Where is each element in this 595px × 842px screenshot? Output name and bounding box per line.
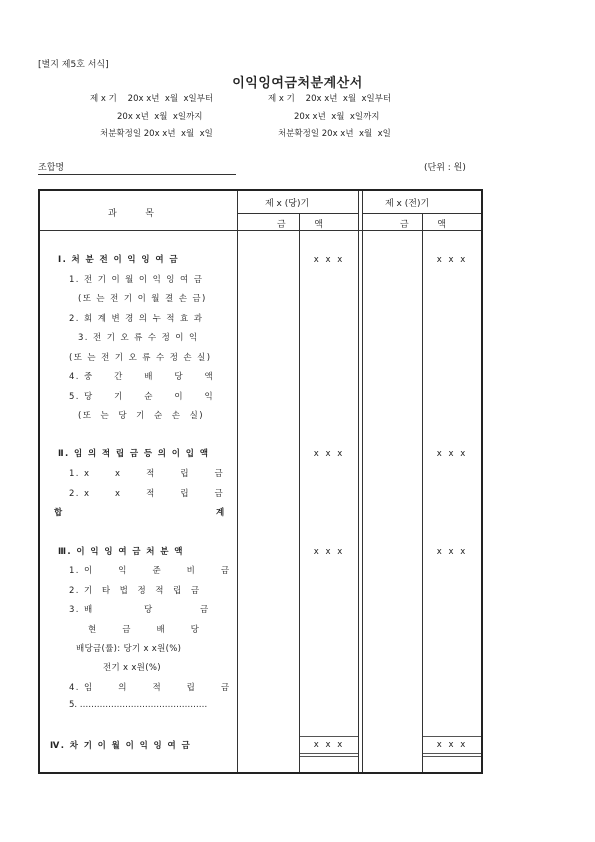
item-3-1: 1. 이 익 준 비 금 — [69, 566, 231, 576]
item-3-3-end: 금 — [200, 605, 210, 615]
item-3-dividend-rate-prior: 전기 x x원(%) — [103, 663, 161, 673]
current-confirm-date: 처분확정일 20x x년 x월 x일 — [100, 129, 213, 139]
total-double-line-2-prior — [423, 756, 481, 757]
total-label-left: 합 — [54, 508, 64, 518]
section-4-title: Ⅳ. 차 기 이 월 이 익 잉 여 금 — [50, 741, 192, 751]
item-3-3: 3. 배 — [69, 605, 94, 615]
statement-table — [38, 189, 483, 774]
unit-label: (단위 : 원) — [424, 163, 466, 173]
header-bottom-line — [40, 230, 481, 231]
item-3-3-mid: 당 — [144, 605, 154, 615]
section-2-title: Ⅱ. 임 의 적 립 금 등 의 이 입 액 — [58, 449, 210, 459]
item-3-2: 2. 기 타 법 정 적 립 금 — [69, 586, 201, 596]
col-divider-current-inner — [299, 213, 300, 772]
header-prior: 제 x (전)기 — [385, 199, 430, 209]
section-3-title: Ⅲ. 이 익 잉 여 금 처 분 액 — [58, 547, 184, 557]
col-divider-gap — [362, 191, 363, 772]
amount-s1-prior: x x x — [436, 255, 468, 265]
col-divider-prior-inner — [422, 213, 423, 772]
amount-s2-prior: x x x — [436, 449, 468, 459]
amount-s3-prior: x x x — [436, 547, 468, 557]
current-period-from: 제 x 기 20x x년 x월 x일부터 — [90, 94, 214, 104]
amount-s4-current: x x x — [313, 740, 345, 750]
item-2-2: 2. x x 적 립 금 — [69, 489, 225, 499]
document-title: 이익잉여금처분계산서 — [232, 76, 363, 91]
amount-s3-current: x x x — [313, 547, 345, 557]
section-1-title: Ⅰ. 처 분 전 이 익 잉 여 금 — [58, 255, 179, 265]
total-double-line-1-prior — [423, 753, 481, 754]
form-number: [별지 제5호 서식] — [38, 60, 109, 70]
prior-confirm-date: 처분확정일 20x x년 x월 x일 — [278, 129, 391, 139]
current-period-to: 20x x년 x월 x일까지 — [117, 112, 203, 122]
item-2-1: 1. x x 적 립 금 — [69, 469, 225, 479]
item-1-3: 3. 전 기 오 류 수 정 이 익 — [78, 333, 199, 343]
item-1-2: 2. 회 계 변 경 의 누 적 효 과 — [69, 314, 204, 324]
header-current-amount: 금 액 — [277, 220, 323, 230]
header-current: 제 x (당)기 — [265, 199, 310, 209]
header-account: 과 목 — [108, 209, 154, 219]
total-top-line-prior — [423, 736, 481, 737]
item-1-3-alt: (또 는 전 기 오 류 수 정 손 실) — [69, 353, 212, 363]
item-1-4: 4. 중 간 배 당 액 — [69, 372, 215, 382]
header-split-current — [237, 213, 358, 214]
item-1-1-alt: (또 는 전 기 이 월 결 손 금) — [78, 294, 207, 304]
header-prior-amount: 금 액 — [400, 220, 446, 230]
total-double-line-2-current — [300, 756, 358, 757]
item-1-1: 1. 전 기 이 월 이 익 잉 여 금 — [69, 275, 204, 285]
col-divider-current — [358, 191, 359, 772]
org-name-underline — [38, 174, 236, 175]
item-3-4: 4. 임 의 적 립 금 — [69, 683, 231, 693]
item-3-cash-dividend: 현 금 배 당 — [88, 625, 201, 635]
org-name-label: 조합명 — [38, 163, 65, 173]
col-divider-account — [237, 191, 238, 772]
amount-s2-current: x x x — [313, 449, 345, 459]
item-3-dividend-rate: 배당금(률): 당기 x x원(%) — [76, 644, 182, 654]
header-split-prior — [362, 213, 481, 214]
prior-period-to: 20x x년 x월 x일까지 — [294, 112, 380, 122]
total-label-right: 계 — [216, 508, 226, 518]
item-1-5-alt: (또 는 당 기 순 손 실) — [78, 411, 204, 421]
total-double-line-1-current — [300, 753, 358, 754]
amount-s4-prior: x x x — [436, 740, 468, 750]
item-1-5: 5. 당 기 순 이 익 — [69, 392, 215, 402]
total-top-line-current — [300, 736, 358, 737]
amount-s1-current: x x x — [313, 255, 345, 265]
prior-period-from: 제 x 기 20x x년 x월 x일부터 — [268, 94, 392, 104]
item-3-5: 5. ……………………………………… — [69, 700, 208, 710]
